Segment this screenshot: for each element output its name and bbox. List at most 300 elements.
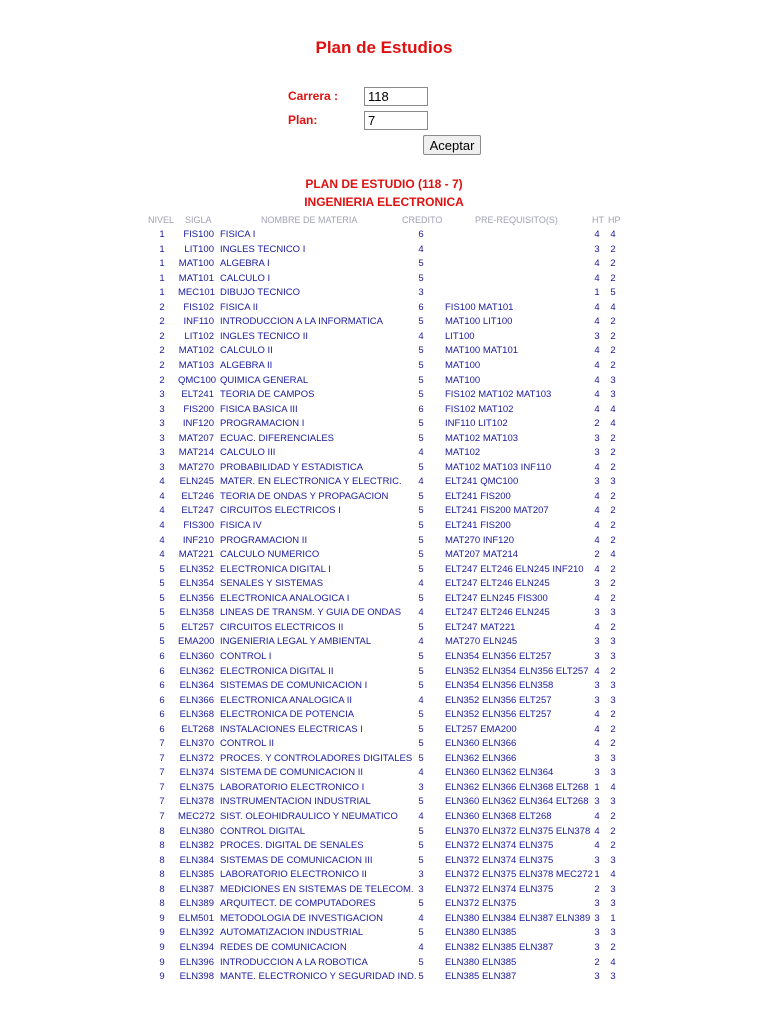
cell-sigla: ELN389 [179,898,214,910]
cell-sigla: ELN384 [179,854,214,866]
cell-hp: 4 [610,869,616,881]
carrera-label: Carrera : [288,89,339,103]
cell-nombre: LABORATORIO ELECTRONICO I [220,781,365,793]
cell-hp: 2 [610,621,616,633]
table-row [0,912,768,927]
cell-hp: 3 [610,898,616,910]
cell-nombre: INSTALACIONES ELECTRICAS I [220,723,363,735]
table-row [0,752,768,767]
cell-nivel: 9 [159,927,165,939]
cell-hp: 5 [610,287,616,299]
table-row [0,534,768,549]
cell-nombre: PROBABILIDAD Y ESTADISTICA [220,461,364,473]
cell-ht: 2 [594,418,600,430]
cell-nivel: 4 [159,476,165,488]
cell-credito: 4 [418,941,424,953]
cell-hp: 4 [610,229,616,240]
header-nombre: NOMBRE DE MATERIA [261,215,358,225]
plan-label: Plan: [288,113,318,127]
table-row [0,243,768,258]
table-row [0,577,768,592]
table-row [0,519,768,534]
cell-nombre: CONTROL DIGITAL [220,825,305,837]
cell-nivel: 8 [159,854,165,866]
cell-nombre: SISTEMAS DE COMUNICACION III [220,854,373,866]
cell-nivel: 6 [159,694,165,706]
cell-nombre: SISTEMAS DE COMUNICACION I [220,680,368,692]
cell-prereq: ELN354 ELN356 ELN358 [445,680,554,692]
cell-hp: 2 [610,432,616,444]
cell-sigla: INF210 [182,534,214,546]
table-row [0,417,768,432]
cell-ht: 3 [594,927,600,939]
cell-sigla: FIS102 [183,301,214,313]
header-prereq: PRE-REQUISITO(S) [475,215,558,225]
cell-ht: 4 [594,374,600,386]
cell-prereq: ELN360 ELN362 ELN364 ELT268 [445,796,589,808]
cell-hp: 2 [610,825,616,837]
cell-ht: 2 [594,883,600,895]
cell-credito: 5 [418,971,424,983]
cell-prereq: ELT241 FIS200 [445,520,511,531]
cell-ht: 3 [594,796,600,808]
cell-prereq: INF110 LIT102 [445,418,508,430]
cell-prereq: ELN382 ELN385 ELN387 [445,941,554,953]
table-row [0,868,768,883]
cell-hp: 2 [610,941,616,953]
cell-ht: 3 [594,912,600,924]
cell-credito: 3 [418,781,424,793]
cell-hp: 2 [610,316,616,328]
cell-nombre: FISICA I [220,229,256,240]
cell-ht: 3 [594,636,600,648]
cell-sigla: MEC272 [178,811,215,822]
cell-hp: 3 [610,694,616,706]
cell-nivel: 5 [159,578,165,590]
cell-credito: 5 [418,389,424,401]
cell-nivel: 4 [159,520,165,531]
cell-credito: 4 [418,243,424,255]
cell-hp: 3 [610,389,616,401]
cell-nivel: 5 [159,592,165,604]
table-row [0,592,768,607]
cell-credito: 6 [418,403,424,415]
cell-hp: 3 [610,854,616,866]
cell-nivel: 4 [159,505,165,517]
cell-prereq: ELN360 ELN362 ELN364 [445,767,554,779]
cell-prereq: FIS102 MAT102 [445,403,514,415]
cell-sigla: FIS100 [183,229,214,240]
table-row [0,461,768,476]
cell-hp: 2 [610,461,616,473]
cell-hp: 2 [610,520,616,531]
cell-prereq: MAT207 MAT214 [445,549,519,561]
cell-credito: 4 [418,811,424,822]
cell-nombre: ALGEBRA I [220,258,270,270]
cell-hp: 4 [610,403,616,415]
cell-credito: 3 [418,883,424,895]
cell-nombre: ELECTRONICA DE POTENCIA [220,709,355,721]
cell-sigla: ELT247 [181,505,214,517]
table-row [0,926,768,941]
cell-ht: 4 [594,563,600,575]
cell-ht: 4 [594,359,600,371]
table-row [0,795,768,810]
cell-nivel: 8 [159,869,165,881]
cell-credito: 5 [418,709,424,721]
cell-nombre: INTRODUCCION A LA ROBOTICA [220,956,368,968]
cell-hp: 2 [610,811,616,822]
cell-credito: 5 [418,592,424,604]
cell-nivel: 1 [159,229,165,240]
cell-hp: 2 [610,345,616,357]
cell-ht: 3 [594,330,600,342]
cell-credito: 5 [418,563,424,575]
cell-ht: 4 [594,621,600,633]
cell-ht: 4 [594,505,600,517]
cell-ht: 4 [594,534,600,546]
cell-sigla: MAT101 [178,272,214,284]
cell-nivel: 6 [159,650,165,662]
cell-hp: 3 [610,476,616,488]
table-row [0,737,768,752]
cell-credito: 5 [418,461,424,473]
cell-hp: 3 [610,883,616,895]
cell-nombre: PROGRAMACION I [220,418,305,430]
cell-ht: 4 [594,316,600,328]
cell-ht: 4 [594,811,600,822]
plan-input[interactable] [364,111,428,130]
cell-sigla: ELN398 [179,971,214,983]
table-row [0,228,768,243]
table-row [0,883,768,898]
cell-ht: 1 [594,869,600,881]
cell-nivel: 8 [159,840,165,852]
cell-nombre: MATER. EN ELECTRONICA Y ELECTRIC. [220,476,402,488]
cell-prereq: MAT100 MAT101 [445,345,519,357]
cell-hp: 2 [610,738,616,750]
cell-prereq: MAT100 [445,359,481,371]
cell-hp: 2 [610,563,616,575]
table-row [0,839,768,854]
table-row [0,475,768,490]
cell-credito: 5 [418,927,424,939]
header-sigla: SIGLA [185,215,212,225]
career-name: INGENIERIA ELECTRONICA [304,195,464,209]
cell-sigla: INF120 [182,418,214,430]
cell-credito: 5 [418,854,424,866]
cell-nivel: 2 [159,330,165,342]
cell-credito: 5 [418,534,424,546]
cell-nivel: 3 [159,447,165,459]
cell-nivel: 3 [159,403,165,415]
carrera-input[interactable] [364,87,428,106]
cell-nivel: 4 [159,549,165,561]
table-row [0,432,768,447]
cell-prereq: ELN352 ELN354 ELN356 ELT257 [445,665,589,677]
cell-nivel: 7 [159,752,165,764]
plan-heading: PLAN DE ESTUDIO (118 - 7) [305,177,463,191]
cell-credito: 4 [418,476,424,488]
cell-credito: 4 [418,636,424,648]
cell-credito: 4 [418,694,424,706]
cell-sigla: ELN364 [179,680,214,692]
cell-hp: 3 [610,767,616,779]
cell-hp: 2 [610,330,616,342]
table-row [0,635,768,650]
cell-nivel: 6 [159,709,165,721]
cell-nombre: ELECTRONICA ANALOGICA II [220,694,352,706]
cell-ht: 4 [594,723,600,735]
cell-sigla: ELN362 [179,665,214,677]
cell-ht: 4 [594,592,600,604]
cell-ht: 3 [594,432,600,444]
cell-sigla: MAT221 [178,549,214,561]
cell-credito: 5 [418,796,424,808]
cell-sigla: ELN394 [179,941,214,953]
cell-credito: 5 [418,738,424,750]
table-row [0,301,768,316]
cell-nombre: CIRCUITOS ELECTRICOS I [220,505,341,517]
cell-nombre: CALCULO NUMERICO [220,549,320,561]
cell-ht: 3 [594,650,600,662]
cell-credito: 6 [418,301,424,313]
cell-prereq: ELN372 ELN375 ELN378 MEC272 [445,869,593,881]
table-row [0,330,768,345]
cell-nombre: DIBUJO TECNICO [220,287,301,299]
cell-ht: 4 [594,301,600,313]
cell-ht: 4 [594,272,600,284]
cell-hp: 3 [610,796,616,808]
cell-hp: 2 [610,272,616,284]
cell-hp: 4 [610,549,616,561]
table-row [0,286,768,301]
cell-nombre: CALCULO II [220,345,273,357]
table-row [0,272,768,287]
cell-nombre: QUIMICA GENERAL [220,374,309,386]
cell-sigla: ELT268 [181,723,214,735]
cell-nivel: 2 [159,345,165,357]
cell-sigla: MAT103 [178,359,214,371]
cell-hp: 2 [610,709,616,721]
cell-hp: 2 [610,592,616,604]
cell-prereq: ELT241 FIS200 MAT207 [445,505,549,517]
cell-credito: 5 [418,505,424,517]
cell-ht: 4 [594,461,600,473]
cell-sigla: MAT214 [178,447,214,459]
cell-nivel: 1 [159,287,165,299]
table-row [0,490,768,505]
cell-nombre: TEORIA DE ONDAS Y PROPAGACION [220,490,389,502]
cell-nivel: 1 [159,258,165,270]
cell-sigla: QMC100 [178,374,217,386]
cell-nivel: 2 [159,374,165,386]
cell-nombre: FISICA IV [220,520,262,531]
cell-hp: 1 [610,912,616,924]
table-row [0,388,768,403]
cell-nombre: ALGEBRA II [220,359,273,371]
table-row [0,257,768,272]
cell-prereq: ELT247 ELT246 ELN245 INF210 [445,563,584,575]
cell-nivel: 3 [159,418,165,430]
cell-sigla: MAT270 [178,461,214,473]
cell-sigla: ELN352 [179,563,214,575]
cell-credito: 4 [418,578,424,590]
cell-credito: 4 [418,447,424,459]
cell-prereq: ELN385 ELN387 [445,971,517,983]
cell-prereq: ELT241 FIS200 [445,490,511,502]
cell-hp: 2 [610,505,616,517]
cell-ht: 4 [594,229,600,240]
cell-sigla: ELN368 [179,709,214,721]
cell-hp: 4 [610,781,616,793]
cell-nivel: 2 [159,316,165,328]
cell-credito: 5 [418,272,424,284]
cell-nombre: INGENIERIA LEGAL Y AMBIENTAL [220,636,372,648]
cell-nombre: ELECTRONICA DIGITAL I [220,563,331,575]
cell-prereq: ELN352 ELN356 ELT257 [445,709,552,721]
cell-credito: 5 [418,621,424,633]
cell-hp: 3 [610,927,616,939]
cell-nombre: CALCULO III [220,447,276,459]
cell-prereq: MAT100 LIT100 [445,316,513,328]
cell-credito: 5 [418,316,424,328]
cell-ht: 2 [594,956,600,968]
cell-ht: 3 [594,680,600,692]
cell-ht: 4 [594,840,600,852]
table-row [0,548,768,563]
cell-sigla: ELN392 [179,927,214,939]
cell-prereq: ELT247 ELT246 ELN245 [445,578,550,590]
cell-nivel: 7 [159,796,165,808]
cell-credito: 5 [418,898,424,910]
cell-sigla: ELN356 [179,592,214,604]
cell-nombre: LABORATORIO ELECTRONICO II [220,869,367,881]
cell-nivel: 7 [159,767,165,779]
cell-sigla: MAT207 [178,432,214,444]
cell-prereq: ELN362 ELN366 [445,752,517,764]
cell-nombre: ECUAC. DIFERENCIALES [220,432,335,444]
cell-nivel: 6 [159,723,165,735]
cell-nivel: 2 [159,301,165,313]
cell-nombre: CONTROL II [220,738,275,750]
table-row [0,403,768,418]
table-row [0,504,768,519]
cell-prereq: LIT100 [445,330,475,342]
cell-prereq: FIS100 MAT101 [445,301,514,313]
cell-nombre: CONTROL I [220,650,272,662]
cell-hp: 2 [610,534,616,546]
cell-nivel: 6 [159,665,165,677]
cell-nombre: PROCES. DIGITAL DE SENALES [220,840,364,852]
cell-ht: 3 [594,578,600,590]
cell-credito: 4 [418,912,424,924]
cell-credito: 5 [418,956,424,968]
cell-hp: 2 [610,243,616,255]
cell-nombre: REDES DE COMUNICACION [220,941,347,953]
cell-nivel: 1 [159,243,165,255]
cell-credito: 6 [418,229,424,240]
cell-ht: 4 [594,403,600,415]
table-row [0,606,768,621]
cell-ht: 3 [594,767,600,779]
header-credito: CREDITO [402,215,443,225]
cell-sigla: ELN370 [179,738,214,750]
cell-hp: 2 [610,723,616,735]
cell-nivel: 3 [159,461,165,473]
cell-nombre: INTRODUCCION A LA INFORMATICA [220,316,383,328]
cell-nivel: 1 [159,272,165,284]
cell-nombre: INGLES TECNICO II [220,330,308,342]
cell-hp: 2 [610,359,616,371]
cell-hp: 2 [610,578,616,590]
cell-ht: 3 [594,243,600,255]
table-row [0,446,768,461]
cell-nivel: 2 [159,359,165,371]
cell-prereq: ELN380 ELN385 [445,956,517,968]
cell-hp: 3 [610,971,616,983]
cell-sigla: LIT102 [184,330,214,342]
cell-nivel: 5 [159,607,165,619]
cell-hp: 4 [610,956,616,968]
cell-ht: 4 [594,665,600,677]
cell-prereq: ELN372 ELN374 ELN375 [445,854,554,866]
cell-nivel: 9 [159,912,165,924]
cell-prereq: ELT247 MAT221 [445,621,516,633]
cell-prereq: ELN362 ELN366 ELN368 ELT268 [445,781,589,793]
cell-nombre: ELECTRONICA DIGITAL II [220,665,334,677]
cell-sigla: ELN374 [179,767,214,779]
accept-button[interactable]: Aceptar [423,135,481,155]
cell-hp: 4 [610,301,616,313]
cell-nombre: ELECTRONICA ANALOGICA I [220,592,350,604]
cell-nombre: SIST. OLEOHIDRAULICO Y NEUMATICO [220,811,398,822]
cell-prereq: ELN360 ELN366 [445,738,517,750]
cell-nivel: 7 [159,738,165,750]
cell-prereq: MAT102 MAT103 INF110 [445,461,552,473]
cell-nivel: 9 [159,941,165,953]
cell-sigla: FIS200 [183,403,214,415]
cell-prereq: ELN380 ELN384 ELN387 ELN389 [445,912,591,924]
table-row [0,810,768,825]
cell-prereq: ELN372 ELN375 [445,898,517,910]
cell-sigla: ELT246 [181,490,214,502]
cell-nombre: METODOLOGIA DE INVESTIGACION [220,912,383,924]
cell-credito: 4 [418,767,424,779]
cell-sigla: ELN387 [179,883,214,895]
cell-nombre: SENALES Y SISTEMAS [220,578,324,590]
cell-ht: 3 [594,752,600,764]
cell-sigla: ELN375 [179,781,214,793]
cell-ht: 4 [594,825,600,837]
cell-hp: 2 [610,840,616,852]
cell-sigla: LIT100 [184,243,214,255]
cell-nivel: 7 [159,811,165,822]
cell-credito: 5 [418,840,424,852]
cell-ht: 3 [594,447,600,459]
cell-credito: 5 [418,665,424,677]
cell-prereq: ELN372 ELN374 ELN375 [445,840,554,852]
cell-sigla: INF110 [183,316,214,328]
cell-credito: 4 [418,330,424,342]
table-row [0,941,768,956]
cell-prereq: ELN360 ELN368 ELT268 [445,811,552,822]
cell-hp: 4 [610,418,616,430]
table-row [0,344,768,359]
header-nivel: NIVEL [148,215,175,225]
cell-nombre: INGLES TECNICO I [220,243,306,255]
cell-ht: 4 [594,490,600,502]
